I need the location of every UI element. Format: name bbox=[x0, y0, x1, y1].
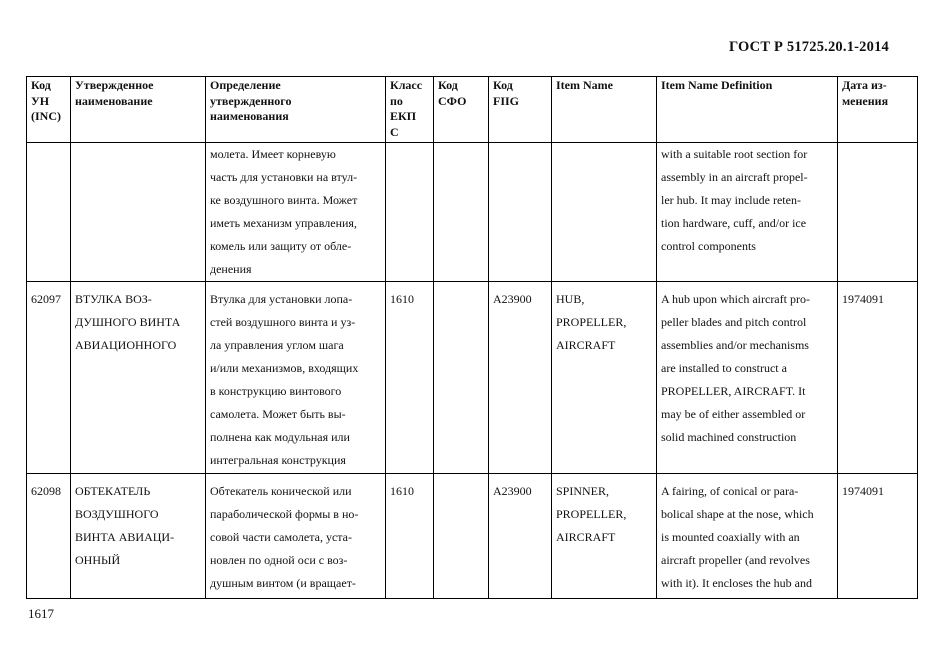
header-line: Утвержденное bbox=[75, 78, 154, 92]
text-line: и/или механизмов, входящих bbox=[210, 361, 359, 375]
cell-ekps-class: 1610 bbox=[386, 474, 434, 599]
text-line: самолета. Может быть вы- bbox=[210, 407, 346, 421]
text-line: в конструкцию винтового bbox=[210, 384, 342, 398]
header-sfo-code bbox=[434, 77, 489, 143]
cell-item-name bbox=[552, 474, 657, 599]
header-line: Код bbox=[31, 78, 51, 92]
cell-fiig-code bbox=[489, 143, 552, 282]
header-line: утвержденного bbox=[210, 93, 292, 108]
cell-ekps-class bbox=[386, 143, 434, 282]
text-line: Обтекатель конической или bbox=[210, 484, 352, 498]
header-line: Код bbox=[438, 78, 458, 92]
cell-definition bbox=[206, 143, 386, 282]
cell-sfo-code bbox=[434, 474, 489, 599]
header-definition bbox=[206, 77, 386, 143]
text-line: HUB, bbox=[556, 292, 585, 306]
text-line: иметь механизм управления, bbox=[210, 216, 357, 230]
text-line: стей воздушного винта и уз- bbox=[210, 315, 356, 329]
text-line: are installed to construct a bbox=[661, 361, 787, 375]
text-line: aircraft propeller (and revolves bbox=[661, 553, 810, 567]
cell-change-date: 1974091 bbox=[838, 282, 918, 474]
header-line: Код bbox=[493, 78, 513, 92]
text-line: интегральная конструкция bbox=[210, 453, 346, 467]
cell-change-date: 1974091 bbox=[838, 474, 918, 599]
text-line: молета. Имеет корневую bbox=[210, 147, 336, 161]
text-line: PROPELLER, bbox=[556, 507, 627, 521]
cell-inc: 62098 bbox=[27, 474, 71, 599]
text-line: ВОЗДУШНОГО bbox=[75, 507, 159, 521]
header-line: Дата из- bbox=[842, 78, 887, 92]
text-line: Втулка для установки лопа- bbox=[210, 292, 353, 306]
header-ekps-class bbox=[386, 77, 434, 143]
text-line: A fairing, of conical or para- bbox=[661, 484, 799, 498]
text-line: PROPELLER, AIRCRAFT. It bbox=[661, 384, 806, 398]
text-line: комель или защиту от обле- bbox=[210, 239, 352, 253]
header-fiig-code bbox=[489, 77, 552, 143]
text-line: SPINNER, bbox=[556, 484, 610, 498]
cell-item-name bbox=[552, 282, 657, 474]
header-line: Item Name bbox=[556, 78, 613, 92]
header-line: С bbox=[390, 124, 399, 139]
cell-inc: 62097 bbox=[27, 282, 71, 474]
text-line: АВИАЦИОННОГО bbox=[75, 338, 177, 352]
header-item-name-definition bbox=[657, 77, 838, 143]
cell-sfo-code bbox=[434, 282, 489, 474]
text-line: ОННЫЙ bbox=[75, 553, 121, 567]
page-number: 1617 bbox=[28, 606, 54, 621]
text-line: tion hardware, cuff, and/or ice bbox=[661, 216, 807, 230]
text-line: новлен по одной оси с воз- bbox=[210, 553, 348, 567]
text-line: control components bbox=[661, 239, 756, 253]
nomenclature-table bbox=[26, 76, 918, 599]
text-line: ла управления углом шага bbox=[210, 338, 344, 352]
header-line: Класс bbox=[390, 78, 423, 92]
cell-approved-name bbox=[71, 474, 206, 599]
text-line: assembly in an aircraft propel- bbox=[661, 170, 808, 184]
text-line: AIRCRAFT bbox=[556, 530, 616, 544]
text-line: with a suitable root section for bbox=[661, 147, 808, 161]
text-line: assemblies and/or mechanisms bbox=[661, 338, 809, 352]
text-line: ler hub. It may include reten- bbox=[661, 193, 801, 207]
cell-fiig-code: A23900 bbox=[489, 282, 552, 474]
header-line: наименование bbox=[75, 93, 153, 108]
table-row bbox=[27, 143, 918, 282]
cell-approved-name bbox=[71, 143, 206, 282]
header-line: по bbox=[390, 93, 403, 108]
cell-definition bbox=[206, 474, 386, 599]
text-line: совой части самолета, уста- bbox=[210, 530, 352, 544]
table-header-row bbox=[27, 77, 918, 143]
cell-item-name bbox=[552, 143, 657, 282]
header-line: СФО bbox=[438, 93, 467, 108]
document-standard-header: ГОСТ Р 51725.20.1-2014 bbox=[728, 39, 889, 55]
header-line: Определение bbox=[210, 78, 281, 92]
header-line: Item Name Definition bbox=[661, 78, 773, 92]
text-line: денения bbox=[210, 262, 252, 276]
cell-item-name-definition bbox=[657, 474, 838, 599]
cell-item-name-definition bbox=[657, 143, 838, 282]
header-line: FIIG bbox=[493, 93, 520, 108]
text-line: ДУШНОГО ВИНТА bbox=[75, 315, 181, 329]
header-line: ЕКП bbox=[390, 109, 417, 123]
header-approved-name bbox=[71, 77, 206, 143]
text-line: параболической формы в но- bbox=[210, 507, 359, 521]
cell-sfo-code bbox=[434, 143, 489, 282]
cell-item-name-definition bbox=[657, 282, 838, 474]
text-line: полнена как модульная или bbox=[210, 430, 350, 444]
header-line: наименования bbox=[210, 109, 289, 123]
table-row bbox=[27, 474, 918, 599]
text-line: ВТУЛКА ВОЗ- bbox=[75, 292, 152, 306]
text-line: AIRCRAFT bbox=[556, 338, 616, 352]
cell-definition bbox=[206, 282, 386, 474]
cell-change-date bbox=[838, 143, 918, 282]
cell-inc bbox=[27, 143, 71, 282]
cell-fiig-code: A23900 bbox=[489, 474, 552, 599]
header-inc bbox=[27, 77, 71, 143]
header-line: менения bbox=[842, 93, 889, 108]
text-line: may be of either assembled or bbox=[661, 407, 806, 421]
text-line: peller blades and pitch control bbox=[661, 315, 807, 329]
cell-approved-name bbox=[71, 282, 206, 474]
text-line: душным винтом (и вращает- bbox=[210, 576, 356, 590]
text-line: PROPELLER, bbox=[556, 315, 627, 329]
header-line: УН bbox=[31, 93, 50, 108]
table-row bbox=[27, 282, 918, 474]
text-line: bolical shape at the nose, which bbox=[661, 507, 814, 521]
text-line: is mounted coaxially with an bbox=[661, 530, 800, 544]
cell-ekps-class: 1610 bbox=[386, 282, 434, 474]
header-change-date bbox=[838, 77, 918, 143]
text-line: ке воздушного винта. Может bbox=[210, 193, 358, 207]
text-line: with it). It encloses the hub and bbox=[661, 576, 812, 590]
header-line: (INC) bbox=[31, 109, 61, 123]
text-line: ВИНТА АВИАЦИ- bbox=[75, 530, 175, 544]
text-line: ОБТЕКАТЕЛЬ bbox=[75, 484, 151, 498]
header-item-name bbox=[552, 77, 657, 143]
text-line: solid machined construction bbox=[661, 430, 797, 444]
text-line: A hub upon which aircraft pro- bbox=[661, 292, 810, 306]
text-line: часть для установки на втул- bbox=[210, 170, 358, 184]
